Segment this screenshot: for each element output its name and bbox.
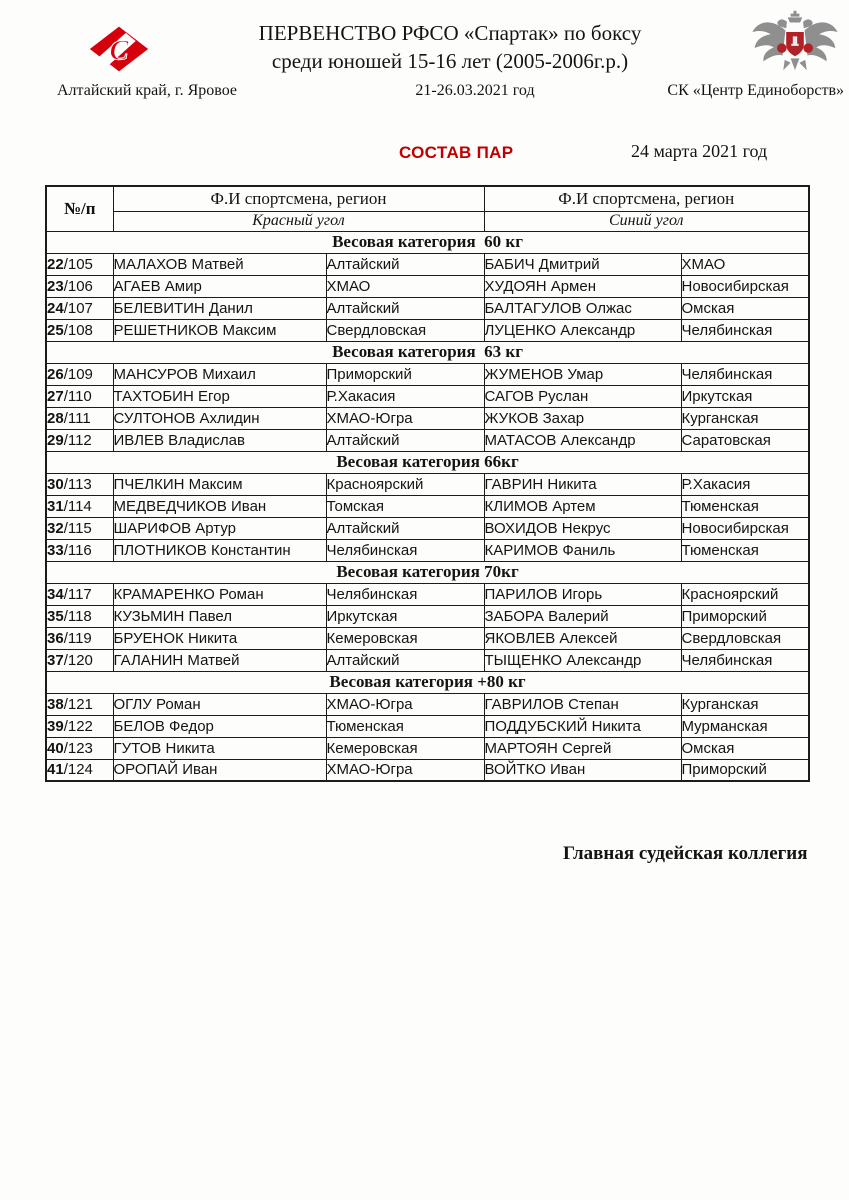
pair-row	[46, 319, 809, 341]
red-corner-region: Приморский	[326, 363, 484, 385]
blue-corner-name: ПОДДУБСКИЙ Никита	[484, 715, 681, 737]
pair-row	[46, 649, 809, 671]
column-header-blue: Ф.И спортсмена, регион	[484, 186, 809, 211]
red-corner-name: СУЛТОНОВ Ахлидин	[113, 407, 326, 429]
pair-number-bold: 38	[47, 695, 64, 713]
pair-row	[46, 473, 809, 495]
blue-corner-name: ВОХИДОВ Некрус	[484, 517, 681, 539]
pair-number: 28/111	[46, 407, 113, 429]
pair-number-bold: 32	[47, 519, 64, 537]
pairs-table-body	[46, 231, 809, 781]
red-corner-name: КУЗЬМИН Павел	[113, 605, 326, 627]
red-corner-region: Кемеровская	[326, 627, 484, 649]
pair-number-bold: 27	[47, 387, 64, 405]
red-corner-name: МАНСУРОВ Михаил	[113, 363, 326, 385]
red-corner-name: ИВЛЕВ Владислав	[113, 429, 326, 451]
blue-corner-region: Тюменская	[681, 495, 809, 517]
pairs-table	[45, 185, 810, 782]
weight-category-title: Весовая категория 60 кг	[46, 231, 809, 253]
blue-corner-name: ТЫЩЕНКО Александр	[484, 649, 681, 671]
doc-date: 24 марта 2021 год	[631, 141, 768, 161]
pair-row	[46, 693, 809, 715]
blue-corner-region: ХМАО	[681, 253, 809, 275]
red-corner-region: Р.Хакасия	[326, 385, 484, 407]
blue-corner-region: Свердловская	[681, 627, 809, 649]
red-corner-name: КРАМАРЕНКО Роман	[113, 583, 326, 605]
pair-number-bold: 41	[47, 761, 64, 779]
blue-corner-region: Омская	[681, 737, 809, 759]
blue-corner-region: Новосибирская	[681, 517, 809, 539]
pair-row	[46, 517, 809, 539]
blue-corner-region: Иркутская	[681, 385, 809, 407]
red-corner-name: РЕШЕТНИКОВ Максим	[113, 319, 326, 341]
red-corner-name: ГАЛАНИН Матвей	[113, 649, 326, 671]
pair-row	[46, 539, 809, 561]
blue-corner-region: Омская	[681, 297, 809, 319]
red-corner-name: ТАХТОБИН Егор	[113, 385, 326, 407]
pair-row	[46, 275, 809, 297]
event-dates-label: 21-26.03.2021 год	[415, 82, 535, 99]
red-corner-label: Красный угол	[113, 211, 484, 231]
blue-corner-name: ВОЙТКО Иван	[484, 759, 681, 781]
pair-row	[46, 385, 809, 407]
blue-corner-region: Челябинская	[681, 319, 809, 341]
pair-number-bold: 37	[47, 651, 64, 669]
red-corner-name: ПЛОТНИКОВ Константин	[113, 539, 326, 561]
pair-number-bold: 29	[47, 431, 64, 449]
red-corner-region: Иркутская	[326, 605, 484, 627]
judges-signature-label: Главная судейская коллегия	[563, 843, 808, 864]
pair-row	[46, 429, 809, 451]
red-corner-name: МЕДВЕДЧИКОВ Иван	[113, 495, 326, 517]
red-corner-name: БРУЕНОК Никита	[113, 627, 326, 649]
blue-corner-region: Р.Хакасия	[681, 473, 809, 495]
blue-corner-label: Синий угол	[484, 211, 809, 231]
weight-category-row	[46, 671, 809, 693]
blue-corner-name: САГОВ Руслан	[484, 385, 681, 407]
red-corner-region: Алтайский	[326, 429, 484, 451]
red-corner-region: Алтайский	[326, 297, 484, 319]
red-corner-name: ОРОПАЙ Иван	[113, 759, 326, 781]
pairs-table-header	[46, 186, 809, 231]
red-corner-region: Свердловская	[326, 319, 484, 341]
pair-number-bold: 24	[47, 299, 64, 317]
red-corner-region: Алтайский	[326, 649, 484, 671]
pair-row	[46, 715, 809, 737]
blue-corner-region: Мурманская	[681, 715, 809, 737]
pair-number-bold: 26	[47, 365, 64, 383]
blue-corner-name: КАРИМОВ Фаниль	[484, 539, 681, 561]
blue-corner-region: Тюменская	[681, 539, 809, 561]
red-corner-region: Тюменская	[326, 715, 484, 737]
pair-number: 40/123	[46, 737, 113, 759]
pair-number-bold: 35	[47, 607, 64, 625]
pair-number: 27/110	[46, 385, 113, 407]
pair-number-bold: 25	[47, 321, 64, 339]
pair-row	[46, 363, 809, 385]
pair-number: 31/114	[46, 495, 113, 517]
blue-corner-name: ХУДОЯН Армен	[484, 275, 681, 297]
red-corner-region: ХМАО-Югра	[326, 693, 484, 715]
column-header-red: Ф.И спортсмена, регион	[113, 186, 484, 211]
blue-corner-name: ЛУЦЕНКО Александр	[484, 319, 681, 341]
weight-category-title: Весовая категория 63 кг	[46, 341, 809, 363]
pair-number: 38/121	[46, 693, 113, 715]
red-corner-name: ПЧЕЛКИН Максим	[113, 473, 326, 495]
red-corner-region: Алтайский	[326, 517, 484, 539]
pair-number: 37/120	[46, 649, 113, 671]
venue-right-label: СК «Центр Единоборств»	[667, 82, 844, 99]
weight-category-row	[46, 561, 809, 583]
red-corner-region: Челябинская	[326, 539, 484, 561]
blue-corner-name: ЖУКОВ Захар	[484, 407, 681, 429]
pair-number: 32/115	[46, 517, 113, 539]
blue-corner-name: ГАВРИН Никита	[484, 473, 681, 495]
red-corner-region: Кемеровская	[326, 737, 484, 759]
pair-row	[46, 407, 809, 429]
pair-number: 39/122	[46, 715, 113, 737]
weight-category-title: Весовая категория 70кг	[46, 561, 809, 583]
red-corner-name: БЕЛЕВИТИН Данил	[113, 297, 326, 319]
pair-number-bold: 22	[47, 255, 64, 273]
weight-category-row	[46, 231, 809, 253]
pair-row	[46, 627, 809, 649]
red-corner-region: ХМАО	[326, 275, 484, 297]
red-corner-name: ГУТОВ Никита	[113, 737, 326, 759]
weight-category-title: Весовая категория +80 кг	[46, 671, 809, 693]
venue-left-label: Алтайский край, г. Яровое	[57, 82, 237, 99]
blue-corner-name: БАБИЧ Дмитрий	[484, 253, 681, 275]
blue-corner-region: Саратовская	[681, 429, 809, 451]
pair-number: 33/116	[46, 539, 113, 561]
blue-corner-name: ПАРИЛОВ Игорь	[484, 583, 681, 605]
pair-number-bold: 40	[47, 739, 64, 757]
pair-number-bold: 33	[47, 541, 64, 559]
pair-row	[46, 495, 809, 517]
red-corner-name: БЕЛОВ Федор	[113, 715, 326, 737]
red-corner-region: Алтайский	[326, 253, 484, 275]
red-corner-region: ХМАО-Югра	[326, 407, 484, 429]
red-corner-region: Красноярский	[326, 473, 484, 495]
pair-row	[46, 737, 809, 759]
pair-number-bold: 31	[47, 497, 64, 515]
title-line-1: ПЕРВЕНСТВО РФСО «Спартак» по боксу	[258, 21, 642, 45]
blue-corner-region: Красноярский	[681, 583, 809, 605]
spartak-logo-icon	[88, 24, 150, 74]
red-corner-region: ХМАО-Югра	[326, 759, 484, 781]
blue-corner-name: БАЛТАГУЛОВ Олжас	[484, 297, 681, 319]
pair-row	[46, 759, 809, 781]
blue-corner-region: Челябинская	[681, 649, 809, 671]
red-corner-region: Томская	[326, 495, 484, 517]
weight-category-row	[46, 451, 809, 473]
weight-category-row	[46, 341, 809, 363]
pair-number: 30/113	[46, 473, 113, 495]
blue-corner-region: Челябинская	[681, 363, 809, 385]
red-corner-name: ШАРИФОВ Артур	[113, 517, 326, 539]
pair-number: 35/118	[46, 605, 113, 627]
blue-corner-name: МАРТОЯН Сергей	[484, 737, 681, 759]
spartak-diamond-icon	[88, 24, 150, 74]
pair-row	[46, 253, 809, 275]
title-line-2: среди юношей 15-16 лет (2005-2006г.р.)	[271, 48, 629, 73]
pair-number: 25/108	[46, 319, 113, 341]
red-corner-name: МАЛАХОВ Матвей	[113, 253, 326, 275]
pair-number-bold: 23	[47, 277, 64, 295]
blue-corner-region: Курганская	[681, 407, 809, 429]
blue-corner-name: ЯКОВЛЕВ Алексей	[484, 627, 681, 649]
pair-number-bold: 39	[47, 717, 64, 735]
blue-corner-region: Новосибирская	[681, 275, 809, 297]
blue-corner-name: МАТАСОВ Александр	[484, 429, 681, 451]
pair-number-bold: 36	[47, 629, 64, 647]
red-corner-region: Челябинская	[326, 583, 484, 605]
spartak-letter: С	[109, 35, 129, 67]
blue-corner-name: ГАВРИЛОВ Степан	[484, 693, 681, 715]
pair-number: 36/119	[46, 627, 113, 649]
red-corner-name: ОГЛУ Роман	[113, 693, 326, 715]
pair-row	[46, 605, 809, 627]
weight-category-title: Весовая категория 66кг	[46, 451, 809, 473]
blue-corner-region: Приморский	[681, 605, 809, 627]
red-corner-name: АГАЕВ Амир	[113, 275, 326, 297]
eagle-emblem-icon	[751, 9, 839, 77]
pair-row	[46, 583, 809, 605]
pair-number-bold: 30	[47, 475, 64, 493]
blue-corner-name: КЛИМОВ Артем	[484, 495, 681, 517]
document-title	[190, 20, 710, 75]
pair-number: 41/124	[46, 759, 113, 781]
blue-corner-region: Приморский	[681, 759, 809, 781]
pair-number: 29/112	[46, 429, 113, 451]
double-headed-eagle-icon	[751, 9, 839, 77]
blue-corner-name: ЗАБОРА Валерий	[484, 605, 681, 627]
pair-number: 26/109	[46, 363, 113, 385]
doc-title-pairs: СОСТАВ ПАР	[399, 143, 514, 162]
blue-corner-name: ЖУМЕНОВ Умар	[484, 363, 681, 385]
pair-row	[46, 297, 809, 319]
column-header-number: №/п	[46, 186, 113, 231]
pair-number: 24/107	[46, 297, 113, 319]
blue-corner-region: Курганская	[681, 693, 809, 715]
pair-number-bold: 28	[47, 409, 64, 427]
pair-number: 22/105	[46, 253, 113, 275]
pair-number-bold: 34	[47, 585, 64, 603]
pair-number: 34/117	[46, 583, 113, 605]
pair-number: 23/106	[46, 275, 113, 297]
